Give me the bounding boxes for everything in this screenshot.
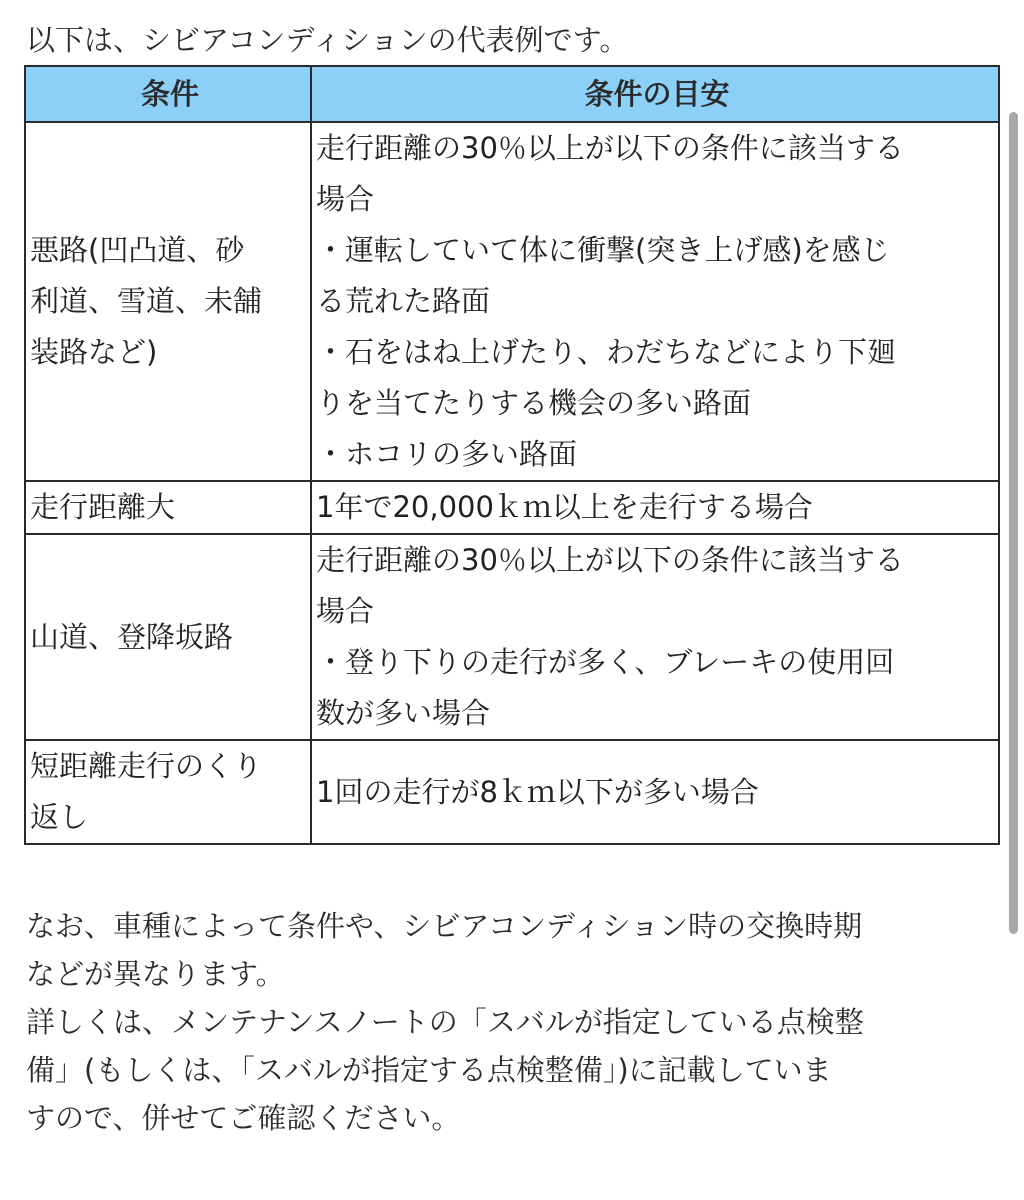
criteria-line: りを当てたりする機会の多い路面 bbox=[316, 386, 752, 420]
header-condition: 条件 bbox=[25, 66, 311, 122]
note-line: すので、併せてご確認ください。 bbox=[26, 1101, 461, 1135]
condition-line: 短距離走行のくり bbox=[30, 749, 263, 783]
criteria-line: 1年で20,000ｋｍ以上を走行する場合 bbox=[316, 490, 813, 524]
vertical-scrollbar[interactable] bbox=[1009, 112, 1018, 934]
table-row bbox=[25, 534, 999, 740]
condition-cell bbox=[25, 534, 311, 740]
criteria-line: 走行距離の30％以上が以下の条件に該当する bbox=[316, 131, 904, 165]
table-header-row bbox=[25, 66, 999, 122]
condition-cell bbox=[25, 122, 311, 481]
condition-line: 装路など) bbox=[30, 335, 158, 369]
criteria-line: 1回の走行が8ｋｍ以下が多い場合 bbox=[316, 774, 759, 809]
criteria-line: ・登り下りの走行が多く、ブレーキの使用回 bbox=[316, 645, 895, 679]
note-paragraph bbox=[26, 902, 992, 1142]
criteria-line: ・ホコリの多い路面 bbox=[316, 437, 578, 471]
note-line: 備」(もしくは、「スバルが指定する点検整備」)に記載していま bbox=[26, 1053, 832, 1087]
note-line: なお、車種によって条件や、シビアコンディション時の交換時期 bbox=[26, 909, 863, 943]
condition-line: 走行距離大 bbox=[30, 490, 176, 524]
condition-cell bbox=[25, 481, 311, 534]
note-line: 詳しくは、メンテナンスノートの「スバルが指定している点検整 bbox=[26, 1005, 864, 1039]
criteria-cell bbox=[311, 481, 999, 534]
criteria-line: ・石をはね上げたり、わだちなどにより下廻 bbox=[316, 335, 897, 369]
criteria-cell bbox=[311, 122, 999, 481]
condition-line: 悪路(凹凸道、砂 bbox=[30, 233, 245, 267]
criteria-line: 数が多い場合 bbox=[316, 696, 491, 730]
header-criteria: 条件の目安 bbox=[311, 66, 999, 122]
table-row bbox=[25, 122, 999, 481]
table-row bbox=[25, 481, 999, 534]
note-line: などが異なります。 bbox=[26, 957, 285, 991]
criteria-cell bbox=[311, 740, 999, 844]
condition-cell bbox=[25, 740, 311, 844]
condition-line: 返し bbox=[30, 800, 89, 834]
criteria-line: 場合 bbox=[316, 182, 375, 216]
criteria-line: ・運転していて体に衝撃(突き上げ感)を感じ bbox=[316, 233, 890, 267]
condition-line: 山道、登降坂路 bbox=[30, 619, 234, 654]
criteria-cell bbox=[311, 534, 999, 740]
criteria-line: る荒れた路面 bbox=[316, 284, 491, 318]
condition-line: 利道、雪道、未舗 bbox=[30, 284, 263, 318]
criteria-line: 走行距離の30％以上が以下の条件に該当する bbox=[316, 543, 904, 577]
criteria-line: 場合 bbox=[316, 594, 375, 628]
table-row bbox=[25, 740, 999, 844]
severe-condition-table bbox=[24, 65, 1000, 845]
intro-text: 以下は、シビアコンディションの代表例です。 bbox=[26, 23, 629, 57]
